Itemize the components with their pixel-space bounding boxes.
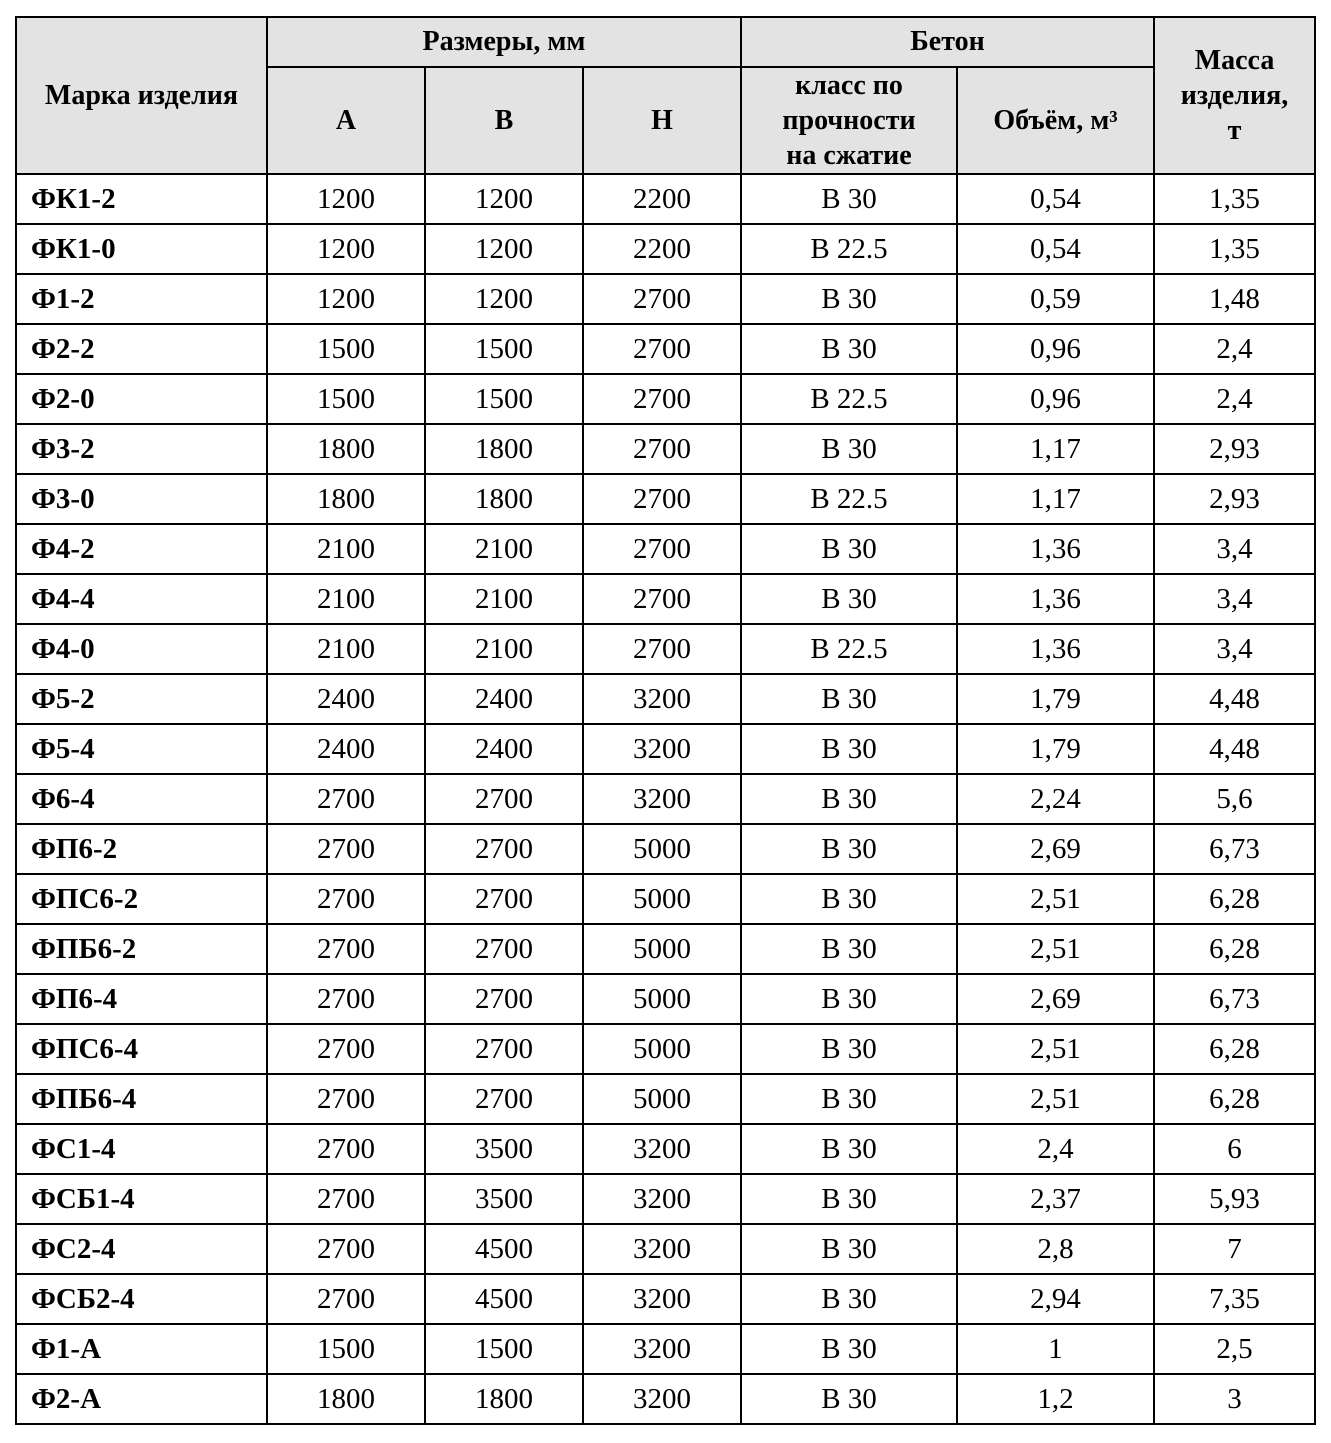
- mass-cell: 2,93: [1154, 474, 1315, 524]
- mark-cell: Ф4-4: [16, 574, 267, 624]
- header-volume: Объём, м³: [957, 67, 1154, 174]
- mark-cell: ФСБ1-4: [16, 1174, 267, 1224]
- size-h-cell: 3200: [583, 1224, 741, 1274]
- volume-cell: 2,94: [957, 1274, 1154, 1324]
- size-h-cell: 2700: [583, 324, 741, 374]
- size-b-cell: 3500: [425, 1124, 583, 1174]
- volume-cell: 0,54: [957, 224, 1154, 274]
- mark-cell: ФСБ2-4: [16, 1274, 267, 1324]
- header-mass-line2: изделия,: [1180, 80, 1289, 111]
- mass-cell: 4,48: [1154, 674, 1315, 724]
- size-a-cell: 1500: [267, 374, 425, 424]
- size-a-cell: 2700: [267, 774, 425, 824]
- size-a-cell: 2700: [267, 874, 425, 924]
- size-h-cell: 3200: [583, 724, 741, 774]
- size-b-cell: 2700: [425, 974, 583, 1024]
- volume-cell: 2,51: [957, 1074, 1154, 1124]
- table-row: [16, 1124, 1315, 1174]
- size-b-cell: 1200: [425, 274, 583, 324]
- size-b-cell: 1200: [425, 224, 583, 274]
- header-class-line3: на сжатие: [786, 140, 912, 171]
- volume-cell: 2,69: [957, 824, 1154, 874]
- mark-cell: ФС1-4: [16, 1124, 267, 1174]
- mass-cell: 7,35: [1154, 1274, 1315, 1324]
- header-mass: [1154, 17, 1315, 174]
- strength-class-cell: В 30: [741, 1074, 957, 1124]
- header-sizes-group: Размеры, мм: [267, 17, 741, 67]
- mark-cell: ФК1-2: [16, 174, 267, 224]
- mass-cell: 1,48: [1154, 274, 1315, 324]
- size-a-cell: 2400: [267, 724, 425, 774]
- size-a-cell: 2100: [267, 524, 425, 574]
- volume-cell: 2,24: [957, 774, 1154, 824]
- header-mass-line3: т: [1227, 115, 1242, 146]
- volume-cell: 1,17: [957, 474, 1154, 524]
- mass-cell: 6,28: [1154, 1024, 1315, 1074]
- mass-cell: 7: [1154, 1224, 1315, 1274]
- size-b-cell: 1500: [425, 324, 583, 374]
- size-a-cell: 1200: [267, 174, 425, 224]
- mark-cell: ФС2-4: [16, 1224, 267, 1274]
- volume-cell: 1,36: [957, 524, 1154, 574]
- mark-cell: ФП6-4: [16, 974, 267, 1024]
- table-body: [16, 174, 1315, 1424]
- mark-cell: Ф5-4: [16, 724, 267, 774]
- mark-cell: Ф5-2: [16, 674, 267, 724]
- table-row: [16, 174, 1315, 224]
- table-header: [16, 17, 1315, 174]
- mass-cell: 3,4: [1154, 524, 1315, 574]
- size-a-cell: 2700: [267, 924, 425, 974]
- volume-cell: 0,96: [957, 324, 1154, 374]
- strength-class-cell: В 30: [741, 524, 957, 574]
- volume-cell: 0,96: [957, 374, 1154, 424]
- header-col-b: В: [425, 67, 583, 174]
- mark-cell: Ф1-А: [16, 1324, 267, 1374]
- volume-cell: 1,36: [957, 574, 1154, 624]
- mass-cell: 5,6: [1154, 774, 1315, 824]
- strength-class-cell: В 30: [741, 924, 957, 974]
- table-row: [16, 824, 1315, 874]
- mark-cell: ФП6-2: [16, 824, 267, 874]
- volume-cell: 1,2: [957, 1374, 1154, 1424]
- size-b-cell: 2400: [425, 724, 583, 774]
- table-row: [16, 524, 1315, 574]
- mass-cell: 1,35: [1154, 174, 1315, 224]
- size-b-cell: 2100: [425, 624, 583, 674]
- size-a-cell: 1500: [267, 324, 425, 374]
- strength-class-cell: В 22.5: [741, 374, 957, 424]
- header-col-h: Н: [583, 67, 741, 174]
- mass-cell: 3,4: [1154, 574, 1315, 624]
- volume-cell: 2,37: [957, 1174, 1154, 1224]
- volume-cell: 2,4: [957, 1124, 1154, 1174]
- table-row: [16, 874, 1315, 924]
- size-a-cell: 1500: [267, 1324, 425, 1374]
- volume-cell: 1: [957, 1324, 1154, 1374]
- mark-cell: Ф3-2: [16, 424, 267, 474]
- size-h-cell: 5000: [583, 874, 741, 924]
- table-container: [15, 16, 1316, 1425]
- mass-cell: 6,73: [1154, 824, 1315, 874]
- mass-cell: 4,48: [1154, 724, 1315, 774]
- volume-cell: 1,79: [957, 674, 1154, 724]
- size-h-cell: 3200: [583, 1124, 741, 1174]
- strength-class-cell: В 22.5: [741, 624, 957, 674]
- size-b-cell: 2700: [425, 924, 583, 974]
- mark-cell: Ф4-2: [16, 524, 267, 574]
- table-row: [16, 1074, 1315, 1124]
- mark-cell: Ф6-4: [16, 774, 267, 824]
- mass-cell: 6: [1154, 1124, 1315, 1174]
- size-a-cell: 2700: [267, 1224, 425, 1274]
- size-b-cell: 2100: [425, 574, 583, 624]
- size-b-cell: 2700: [425, 774, 583, 824]
- size-b-cell: 3500: [425, 1174, 583, 1224]
- size-a-cell: 2700: [267, 974, 425, 1024]
- size-a-cell: 2700: [267, 1074, 425, 1124]
- size-b-cell: 2400: [425, 674, 583, 724]
- mass-cell: 2,5: [1154, 1324, 1315, 1374]
- size-a-cell: 2400: [267, 674, 425, 724]
- size-h-cell: 2200: [583, 224, 741, 274]
- table-row: [16, 724, 1315, 774]
- mass-cell: 2,4: [1154, 324, 1315, 374]
- volume-cell: 0,59: [957, 274, 1154, 324]
- size-b-cell: 1800: [425, 474, 583, 524]
- size-b-cell: 4500: [425, 1224, 583, 1274]
- size-b-cell: 1800: [425, 424, 583, 474]
- strength-class-cell: В 30: [741, 174, 957, 224]
- table-row: [16, 1374, 1315, 1424]
- table-row: [16, 1024, 1315, 1074]
- size-b-cell: 1200: [425, 174, 583, 224]
- volume-cell: 1,17: [957, 424, 1154, 474]
- size-h-cell: 2700: [583, 274, 741, 324]
- foundation-products-table: [15, 16, 1316, 1425]
- volume-cell: 1,36: [957, 624, 1154, 674]
- mass-cell: 6,28: [1154, 1074, 1315, 1124]
- strength-class-cell: В 30: [741, 874, 957, 924]
- size-h-cell: 3200: [583, 1274, 741, 1324]
- table-row: [16, 1224, 1315, 1274]
- table-row: [16, 424, 1315, 474]
- volume-cell: 2,51: [957, 1024, 1154, 1074]
- strength-class-cell: В 30: [741, 724, 957, 774]
- mark-cell: ФПБ6-4: [16, 1074, 267, 1124]
- mark-cell: Ф4-0: [16, 624, 267, 674]
- table-row: [16, 374, 1315, 424]
- size-a-cell: 2700: [267, 1024, 425, 1074]
- size-a-cell: 1800: [267, 474, 425, 524]
- size-b-cell: 2700: [425, 1074, 583, 1124]
- table-row: [16, 1174, 1315, 1224]
- strength-class-cell: В 30: [741, 774, 957, 824]
- size-h-cell: 2700: [583, 424, 741, 474]
- mark-cell: Ф2-0: [16, 374, 267, 424]
- header-mark: Марка изделия: [16, 17, 267, 174]
- size-h-cell: 3200: [583, 1324, 741, 1374]
- strength-class-cell: В 30: [741, 424, 957, 474]
- size-a-cell: 1200: [267, 274, 425, 324]
- header-concrete-group: Бетон: [741, 17, 1154, 67]
- strength-class-cell: В 30: [741, 1224, 957, 1274]
- size-a-cell: 2700: [267, 824, 425, 874]
- header-class-line2: прочности: [782, 105, 916, 136]
- size-h-cell: 2700: [583, 574, 741, 624]
- size-h-cell: 2700: [583, 524, 741, 574]
- size-b-cell: 2700: [425, 824, 583, 874]
- mass-cell: 2,4: [1154, 374, 1315, 424]
- table-row: [16, 224, 1315, 274]
- table-row: [16, 674, 1315, 724]
- size-a-cell: 2700: [267, 1174, 425, 1224]
- size-a-cell: 1800: [267, 1374, 425, 1424]
- size-b-cell: 2100: [425, 524, 583, 574]
- mass-cell: 3: [1154, 1374, 1315, 1424]
- strength-class-cell: В 30: [741, 574, 957, 624]
- size-h-cell: 3200: [583, 774, 741, 824]
- header-strength-class: [741, 67, 957, 174]
- mass-cell: 5,93: [1154, 1174, 1315, 1224]
- table-row: [16, 1324, 1315, 1374]
- size-b-cell: 2700: [425, 874, 583, 924]
- size-h-cell: 3200: [583, 674, 741, 724]
- table-row: [16, 924, 1315, 974]
- mass-cell: 6,73: [1154, 974, 1315, 1024]
- mass-cell: 2,93: [1154, 424, 1315, 474]
- size-h-cell: 3200: [583, 1174, 741, 1224]
- size-b-cell: 1500: [425, 374, 583, 424]
- mark-cell: Ф2-2: [16, 324, 267, 374]
- volume-cell: 1,79: [957, 724, 1154, 774]
- strength-class-cell: В 22.5: [741, 474, 957, 524]
- size-b-cell: 4500: [425, 1274, 583, 1324]
- volume-cell: 2,69: [957, 974, 1154, 1024]
- strength-class-cell: В 22.5: [741, 224, 957, 274]
- size-h-cell: 5000: [583, 1074, 741, 1124]
- size-h-cell: 2700: [583, 474, 741, 524]
- size-b-cell: 2700: [425, 1024, 583, 1074]
- size-h-cell: 5000: [583, 1024, 741, 1074]
- table-row: [16, 574, 1315, 624]
- mark-cell: ФПС6-4: [16, 1024, 267, 1074]
- strength-class-cell: В 30: [741, 1374, 957, 1424]
- size-h-cell: 2200: [583, 174, 741, 224]
- mark-cell: Ф2-А: [16, 1374, 267, 1424]
- header-mass-line1: Масса: [1194, 45, 1275, 76]
- mark-cell: Ф3-0: [16, 474, 267, 524]
- table-row: [16, 474, 1315, 524]
- size-h-cell: 5000: [583, 924, 741, 974]
- table-row: [16, 274, 1315, 324]
- strength-class-cell: В 30: [741, 974, 957, 1024]
- mark-cell: ФК1-0: [16, 224, 267, 274]
- volume-cell: 0,54: [957, 174, 1154, 224]
- size-a-cell: 2700: [267, 1274, 425, 1324]
- size-b-cell: 1500: [425, 1324, 583, 1374]
- mass-cell: 6,28: [1154, 924, 1315, 974]
- table-row: [16, 1274, 1315, 1324]
- table-row: [16, 774, 1315, 824]
- mass-cell: 6,28: [1154, 874, 1315, 924]
- mark-cell: ФПС6-2: [16, 874, 267, 924]
- size-h-cell: 3200: [583, 1374, 741, 1424]
- size-b-cell: 1800: [425, 1374, 583, 1424]
- size-h-cell: 2700: [583, 374, 741, 424]
- strength-class-cell: В 30: [741, 824, 957, 874]
- mass-cell: 1,35: [1154, 224, 1315, 274]
- size-a-cell: 2100: [267, 574, 425, 624]
- size-a-cell: 2700: [267, 1124, 425, 1174]
- header-row-top: [16, 17, 1315, 67]
- size-a-cell: 1800: [267, 424, 425, 474]
- size-a-cell: 2100: [267, 624, 425, 674]
- size-h-cell: 5000: [583, 974, 741, 1024]
- mark-cell: Ф1-2: [16, 274, 267, 324]
- volume-cell: 2,51: [957, 924, 1154, 974]
- table-row: [16, 974, 1315, 1024]
- strength-class-cell: В 30: [741, 1024, 957, 1074]
- size-h-cell: 5000: [583, 824, 741, 874]
- strength-class-cell: В 30: [741, 324, 957, 374]
- strength-class-cell: В 30: [741, 674, 957, 724]
- strength-class-cell: В 30: [741, 1324, 957, 1374]
- table-row: [16, 624, 1315, 674]
- header-col-a: А: [267, 67, 425, 174]
- header-class-line1: класс по: [795, 70, 903, 101]
- table-row: [16, 324, 1315, 374]
- volume-cell: 2,8: [957, 1224, 1154, 1274]
- mark-cell: ФПБ6-2: [16, 924, 267, 974]
- volume-cell: 2,51: [957, 874, 1154, 924]
- size-a-cell: 1200: [267, 224, 425, 274]
- strength-class-cell: В 30: [741, 1174, 957, 1224]
- mass-cell: 3,4: [1154, 624, 1315, 674]
- strength-class-cell: В 30: [741, 274, 957, 324]
- strength-class-cell: В 30: [741, 1124, 957, 1174]
- strength-class-cell: В 30: [741, 1274, 957, 1324]
- size-h-cell: 2700: [583, 624, 741, 674]
